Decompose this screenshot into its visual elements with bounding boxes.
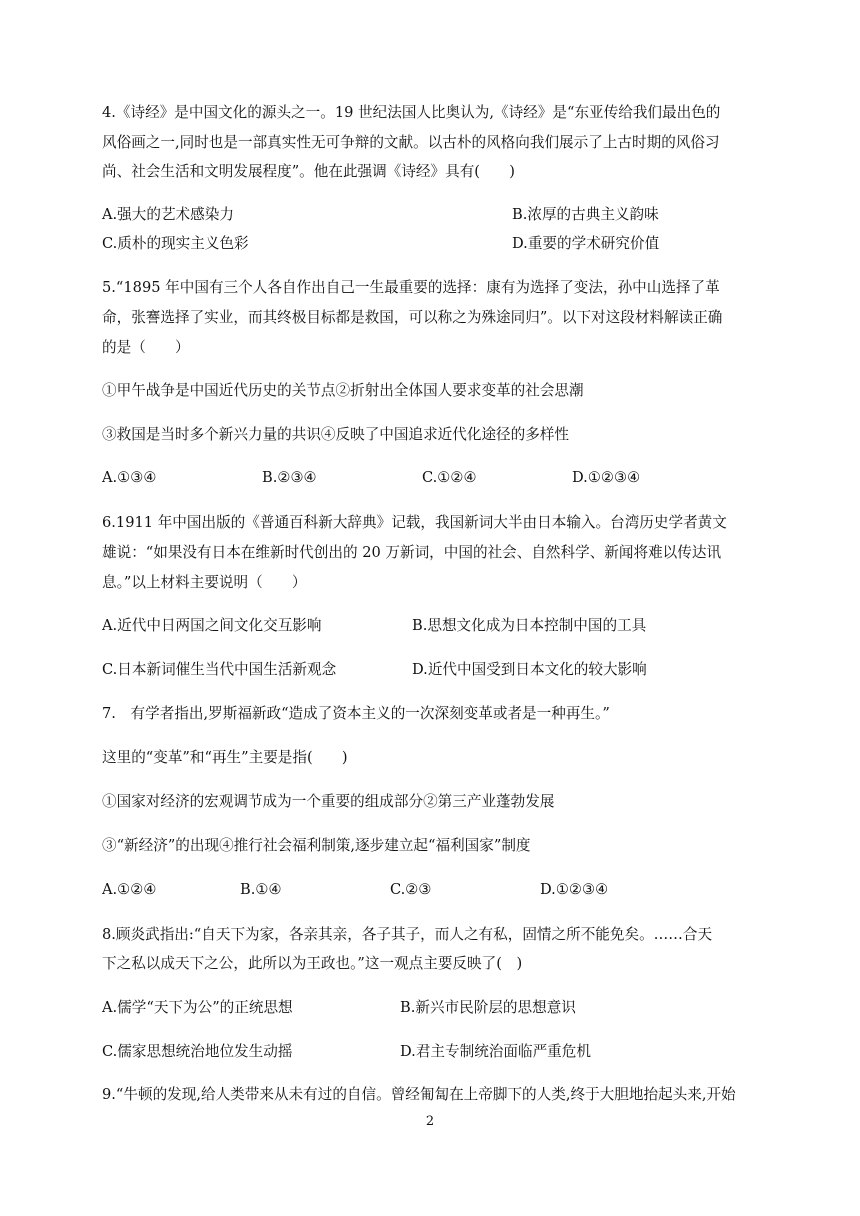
question-7-line-2: 这里的“变革”和“再生”主要是指( ) — [102, 749, 348, 766]
question-6-option-c: C.日本新词催生当代中国生活新观念 — [102, 661, 337, 678]
question-8-line-2: 下之私以成天下之公，此所以为王政也。”这一观点主要反映了( ) — [102, 955, 523, 972]
question-8-option-d: D.君主专制统治面临严重危机 — [400, 1043, 591, 1060]
question-4-line-3: 尚、社会生活和文明发展程度”。他在此强调《诗经》具有( ) — [102, 163, 515, 180]
question-5-line-2: 命，张謇选择了实业，而其终极目标都是救国，可以称之为殊途同归”。以下对这段材料解读正确 — [102, 309, 723, 326]
page-number: 2 — [425, 1114, 435, 1129]
question-4-line-2: 风俗画之一,同时也是一部真实性无可争辩的文献。以古朴的风格向我们展示了上古时期的风俗习 — [102, 134, 720, 151]
question-6-option-d: D.近代中国受到日本文化的较大影响 — [412, 661, 647, 678]
question-6-line-1: 6.1911 年中国出版的《普通百科新大辞典》记载，我国新词大半由日本输入。台湾历史学者黄文 — [102, 514, 727, 531]
question-7-statement-2: ③“新经济”的出现④推行社会福利制策,逐步建立起“福利国家”制度 — [102, 837, 531, 854]
question-4-line-1: 4.《诗经》是中国文化的源头之一。19 世纪法国人比奥认为,《诗经》是“东亚传给我们最出色的 — [102, 104, 721, 121]
question-8-option-c: C.儒家思想统治地位发生动摇 — [102, 1043, 293, 1060]
question-4-option-c: C.质朴的现实主义色彩 — [102, 235, 249, 252]
question-4-option-a: A.强大的艺术感染力 — [102, 206, 234, 223]
question-6-line-2: 雄说：“如果没有日本在维新时代创出的 20 万新词，中国的社会、自然科学、新闻将难以传达讯 — [102, 544, 722, 561]
question-8-option-a: A.儒学“天下为公”的正统思想 — [102, 999, 293, 1016]
question-6-option-a: A.近代中日两国之间文化交互影响 — [102, 617, 322, 634]
question-5-statement-2: ③救国是当时多个新兴力量的共识④反映了中国追求近代化途径的多样性 — [102, 426, 570, 443]
question-5-statement-1: ①甲午战争是中国近代历史的关节点②折射出全体国人要求变革的社会思潮 — [102, 382, 584, 399]
question-7-option-b: B.①④ — [240, 881, 282, 898]
question-9-line-1: 9.“牛顿的发现,给人类带来从未有过的自信。曾经匍匐在上帝脚下的人类,终于大胆地抬起头来,开始 — [102, 1086, 736, 1103]
question-6-option-b: B.思想文化成为日本控制中国的工具 — [412, 617, 647, 634]
question-7-option-d: D.①②③④ — [540, 881, 609, 898]
question-5-line-1: 5.“1895 年中国有三个人各自作出自己一生最重要的选择：康有为选择了变法，孙中山选择了革 — [102, 279, 720, 296]
question-8-line-1: 8.顾炎武指出:“自天下为家，各亲其亲，各子其子，而人之有私，固情之所不能免矣。……合天 — [102, 926, 713, 943]
question-5-option-c: C.①②④ — [422, 469, 477, 486]
question-6-line-3: 息。”以上材料主要说明（ ） — [102, 574, 307, 591]
question-4-option-b: B.浓厚的古典主义韵味 — [512, 206, 659, 223]
question-4-option-d: D.重要的学术研究价值 — [512, 235, 660, 252]
question-8-option-b: B.新兴市民阶层的思想意识 — [400, 999, 576, 1016]
question-5-option-d: D.①②③④ — [572, 469, 641, 486]
question-7-statement-1: ①国家对经济的宏观调节成为一个重要的组成部分②第三产业蓬勃发展 — [102, 793, 555, 810]
question-7-option-a: A.①②④ — [102, 881, 157, 898]
question-5-option-a: A.①③④ — [102, 469, 157, 486]
question-7-option-c: C.②③ — [390, 881, 432, 898]
question-5-option-b: B.②③④ — [262, 469, 317, 486]
question-7-line-1: 7. 有学者指出,罗斯福新政“造成了资本主义的一次深刻变革或者是一种再生。” — [102, 705, 610, 722]
question-5-line-3: 的是（ ） — [102, 339, 190, 356]
